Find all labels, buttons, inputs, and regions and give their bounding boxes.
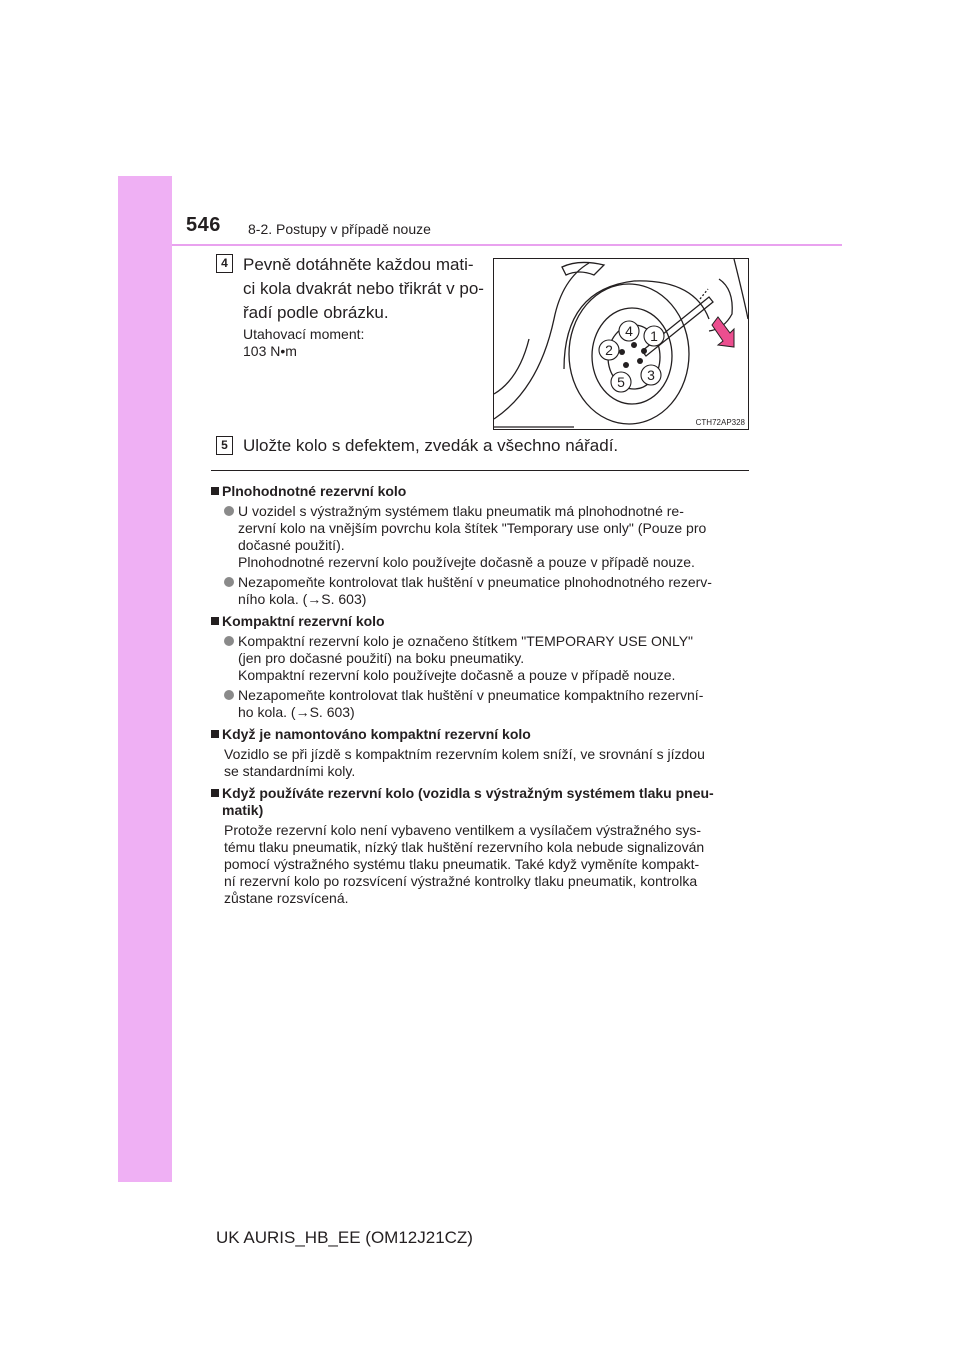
callout-3: 3 — [647, 367, 655, 383]
step-5-text: Uložte kolo s defektem, zvedák a všechno nářadí. — [243, 436, 619, 455]
figure-code: CTH72AP328 — [695, 418, 745, 427]
circle-bullet-icon — [224, 690, 234, 700]
note-heading: Když je namontováno kompaktní rezervní kolo — [211, 726, 749, 743]
wheel-illustration — [494, 259, 748, 429]
step-4-text: Pevně dotáhněte každou mati- ci kola dvakrát nebo třikrát v po- řadí podle obrázku. — [243, 255, 484, 322]
circle-bullet-icon — [224, 636, 234, 646]
square-bullet-icon — [211, 730, 219, 738]
callout-2: 2 — [605, 342, 613, 358]
step-number-4: 4 — [216, 254, 233, 273]
fender-line — [494, 263, 589, 419]
notes-divider — [211, 470, 749, 471]
nut-4 — [623, 362, 629, 368]
wheel-nut-tightening-figure — [493, 258, 749, 430]
note-bullet: Nezapomeňte kontrolovat tlak huštění v pneumatice kompaktního rezervní- ho kola. (→S. 603) — [211, 687, 749, 721]
note-bullet: U vozidel s výstražným systémem tlaku pneumatik má plnohodnotné re- zervní kolo na vnějším povrchu kola štítek "Temporary use only" (Pouze pro dočasné použití). Plnohodnotné rezervní kolo používejte dočasně a pouze v případě nouze. — [211, 503, 749, 571]
note-bullet: Kompaktní rezervní kolo je označeno štítkem "TEMPORARY USE ONLY" (jen pro dočasné použití) na boku pneumatiky. Kompaktní rezervní kolo používejte dočasně a pouze v případě nouze. — [211, 633, 749, 684]
callout-4: 4 — [625, 323, 633, 339]
note-heading: Plnohodnotné rezervní kolo — [211, 483, 749, 500]
nut-3 — [637, 358, 643, 364]
notes-section — [211, 478, 749, 907]
mirror-shape — [562, 262, 604, 275]
square-bullet-icon — [211, 789, 219, 797]
nut-2 — [619, 349, 625, 355]
note-paragraph: Vozidlo se při jízdě s kompaktním rezervním kolem sníží, ve srovnání s jízdou se standardními koly. — [224, 746, 705, 779]
torque-spec — [243, 326, 364, 360]
circle-bullet-icon — [224, 506, 234, 516]
nut-5 — [641, 348, 647, 354]
arrow-down-icon — [712, 317, 734, 347]
torque-value: 103 N•m — [243, 343, 297, 359]
note-heading: Kompaktní rezervní kolo — [211, 613, 749, 630]
nut-1 — [631, 342, 637, 348]
section-title: 8-2. Postupy v případě nouze — [248, 221, 431, 237]
step-number-5: 5 — [216, 436, 233, 455]
side-tab-bar — [118, 176, 172, 1182]
callout-5: 5 — [617, 374, 625, 390]
torque-label: Utahovací moment: — [243, 326, 365, 342]
note-heading: Když používáte rezervní kolo (vozidla s výstražným systémem tlaku pneu- matik) — [211, 785, 749, 819]
circle-bullet-icon — [224, 577, 234, 587]
header-rule — [172, 244, 842, 246]
page-number: 546 — [186, 214, 221, 236]
note-paragraph: Protože rezervní kolo není vybaveno ventilkem a vysílačem výstražného sys- tému tlaku pneumatik, nízký tlak huštění rezervního kola nebude signalizován pomocí výstražného systému tlaku pneumatik. Také když vyměníte kompakt- ní rezervní kolo po rozsvícení výstražné kontrolky tlaku pneumatik, kontrolka zůstane rozsvícená. — [224, 822, 705, 906]
square-bullet-icon — [211, 487, 219, 495]
tyre — [569, 284, 689, 424]
footer-model-code: UK AURIS_HB_EE (OM12J21CZ) — [216, 1228, 473, 1247]
square-bullet-icon — [211, 617, 219, 625]
callout-1: 1 — [650, 328, 658, 344]
note-bullet: Nezapomeňte kontrolovat tlak huštění v pneumatice plnohodnotného rezerv- ního kola. (→S. 603) — [211, 574, 749, 608]
